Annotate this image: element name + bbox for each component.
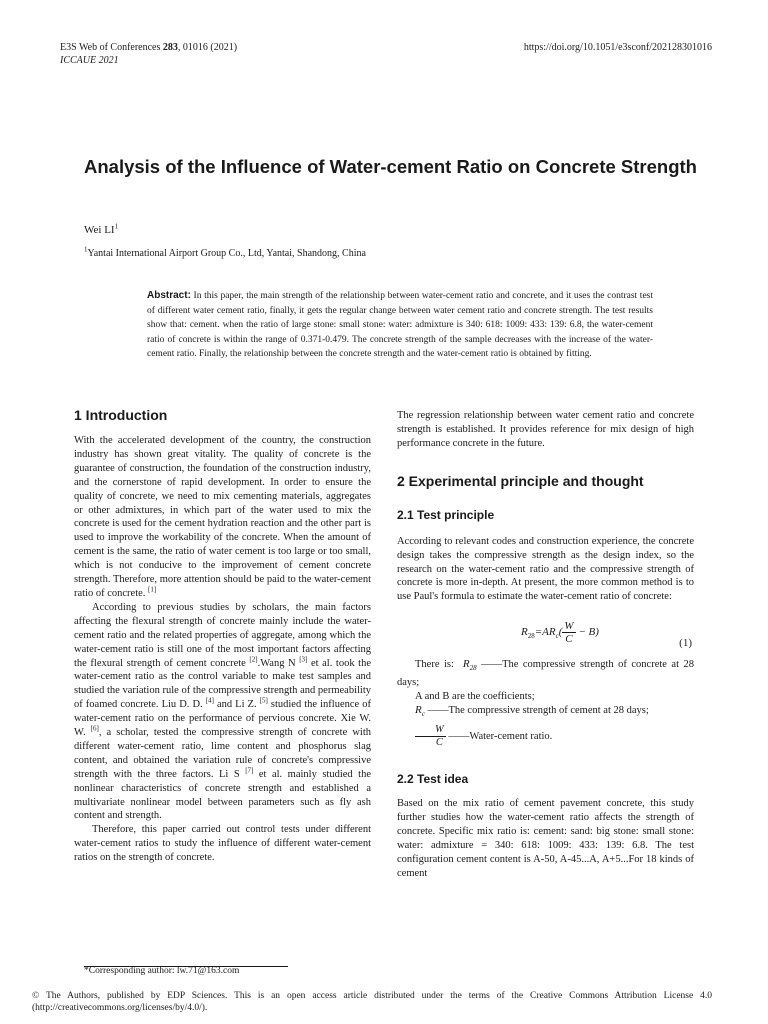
- section-heading-introduction: 1 Introduction: [74, 407, 168, 423]
- abstract: [147, 289, 653, 362]
- equation-number: (1): [679, 637, 692, 650]
- equation-1: [397, 612, 694, 658]
- abstract-label: Abstract:: [147, 290, 191, 301]
- intro-paragraph-1: With the accelerated development of the country, the construction industry has shown great vitality. The quality of concrete is the guarantee of construction, the foundation of the construction industry, and the cornerstone of rapid development. In order to ensure the quality of concrete, we need to mix cementing materials, aggregates or other admixtures, in which part of the water used to mix the concrete is used for the cement hydration reaction and the other part is used to improve the workability of the concrete. When the amount of cement is the same, the ratio of water cement is too large or too small, which is not conducive to the improvement of cement concrete strength. Therefore, more attention should be paid to the water-cement ratio of concrete. [1]: [74, 435, 371, 599]
- equation-fraction: $\frac{W}{C}$: [564, 620, 574, 646]
- license-notice: © The Authors, published by EDP Sciences. This is an open access article distributed under the terms of the Creative Commons Attribution License 4.0 (http://creativecommons.org/licenses/by/4.0/).: [32, 991, 712, 1013]
- subsection-heading-test-idea: 2.2 Test idea: [397, 772, 469, 787]
- definition-r28: There is: $R_{28}$ ——The compressive strength of concrete at 28 days;: [397, 658, 694, 689]
- equation-expression: $R_{28}=AR_c$( $\frac{W}{C}$ − B): [521, 620, 599, 646]
- conference-name: ICCAUE 2021: [60, 55, 119, 66]
- test-idea-paragraph: Based on the mix ratio of cement pavement concrete, this study further studies how the water-cement ratio affects the strength of concrete. Specific mix ratio is: cement: sand: big stone: small stone: water: admixture = 340: 618: 1009: 433: 139: 6.8. The test configuration cement content is A-50, A-45...A, A+5...For 18 kinds of cement: [397, 798, 694, 879]
- definition-fraction: $\frac{W}{C}$: [415, 724, 446, 749]
- principle-paragraph: According to relevant codes and construction experience, the concrete design takes the compressive strength as the design index, so the research on the water-cement ratio and the compressive strength of concrete is more in-depth. At present, the more common method is to use Paul's formula to estimate the water-cement ratio of concrete:: [397, 535, 694, 603]
- corresponding-author-footnote: *Corresponding author: lw.71@163.com: [84, 966, 240, 976]
- author-affiliation: $^1$Yantai International Airport Group Co., Ltd, Yantai, Shandong, China: [84, 245, 366, 259]
- definition-wc: $\frac{W}{C}$ ——Water-cement ratio.: [397, 724, 694, 749]
- definition-coefficients: A and B are the coefficients;: [415, 691, 535, 703]
- journal-citation: E3S Web of Conferences 283, 01016 (2021): [60, 42, 238, 53]
- author-name: Wei $LI^1$: [84, 222, 119, 236]
- intro-paragraph-2: According to previous studies by scholars, the main factors affecting the flexural strength of concrete mainly include the water-cement ratio and the related properties of aggregate, among which the water-cement ratio is still one of the most important factors affecting the flexural strength of cement concrete [2].Wang N [3] et al. took the water-cement ratio as the control variable to make test samples and studied the variation rule of the compressive strength and permeability of foamed concrete. Liu D. D. [4] and Li Z. [5] studied the influence of water-cement ratio on the performance of pervious concrete. Xie W. W. [6], a scholar, tested the compressive strength of concrete with different water-cement ratio, lime content and phosphorus slag content, and obtained the variation rule of concrete's compressive strength with the three factors. Li S [7] et al. mainly studied the nonlinear characteristics of concrete strength and established a multivariate nonlinear model between parameters such as fly ash content and strength.: [74, 601, 372, 822]
- running-header-left: [60, 41, 237, 67]
- right-column: [397, 409, 694, 881]
- definition-rc: $R_c$ ——The compressive strength of cement at 28 days;: [415, 704, 649, 719]
- doi-link[interactable]: https://doi.org/10.1051/e3sconf/202128301016: [523, 42, 712, 53]
- subsection-heading-test-principle: 2.1 Test principle: [397, 507, 495, 522]
- intro-paragraph-3: Therefore, this paper carried out control tests under different water-cement ratios to study the influence of different water-cement ratios on the strength of concrete.: [74, 824, 371, 864]
- section-heading-experimental: 2 Experimental principle and thought: [397, 472, 644, 489]
- intro-paragraph-4: The regression relationship between water cement ratio and concrete strength is established. It provides reference for mix design of high performance concrete in the future.: [397, 410, 694, 449]
- abstract-text: In this paper, the main strength of the relationship between water-cement ratio and concrete, and it uses the contrast test of different water cement ratio, finally, it gets the regular change between water cement ratio and concrete strength. The test results show that: cement. when the ratio of large stone: small stone: water: admixture is 340: 618: 1009: 433: 139: 6.8, the water-cement ratio of concrete is within the range of 0.371-0.479. The concrete strength of the sample decreases with the increase of the water-cement ratio. Finally, the relationship between the concrete strength and the water-cement ratio is obtained by fitting.: [147, 291, 653, 360]
- left-column: [74, 406, 371, 865]
- paper-title: Analysis of the Influence of Water-cement Ratio on Concrete Strength: [84, 156, 697, 177]
